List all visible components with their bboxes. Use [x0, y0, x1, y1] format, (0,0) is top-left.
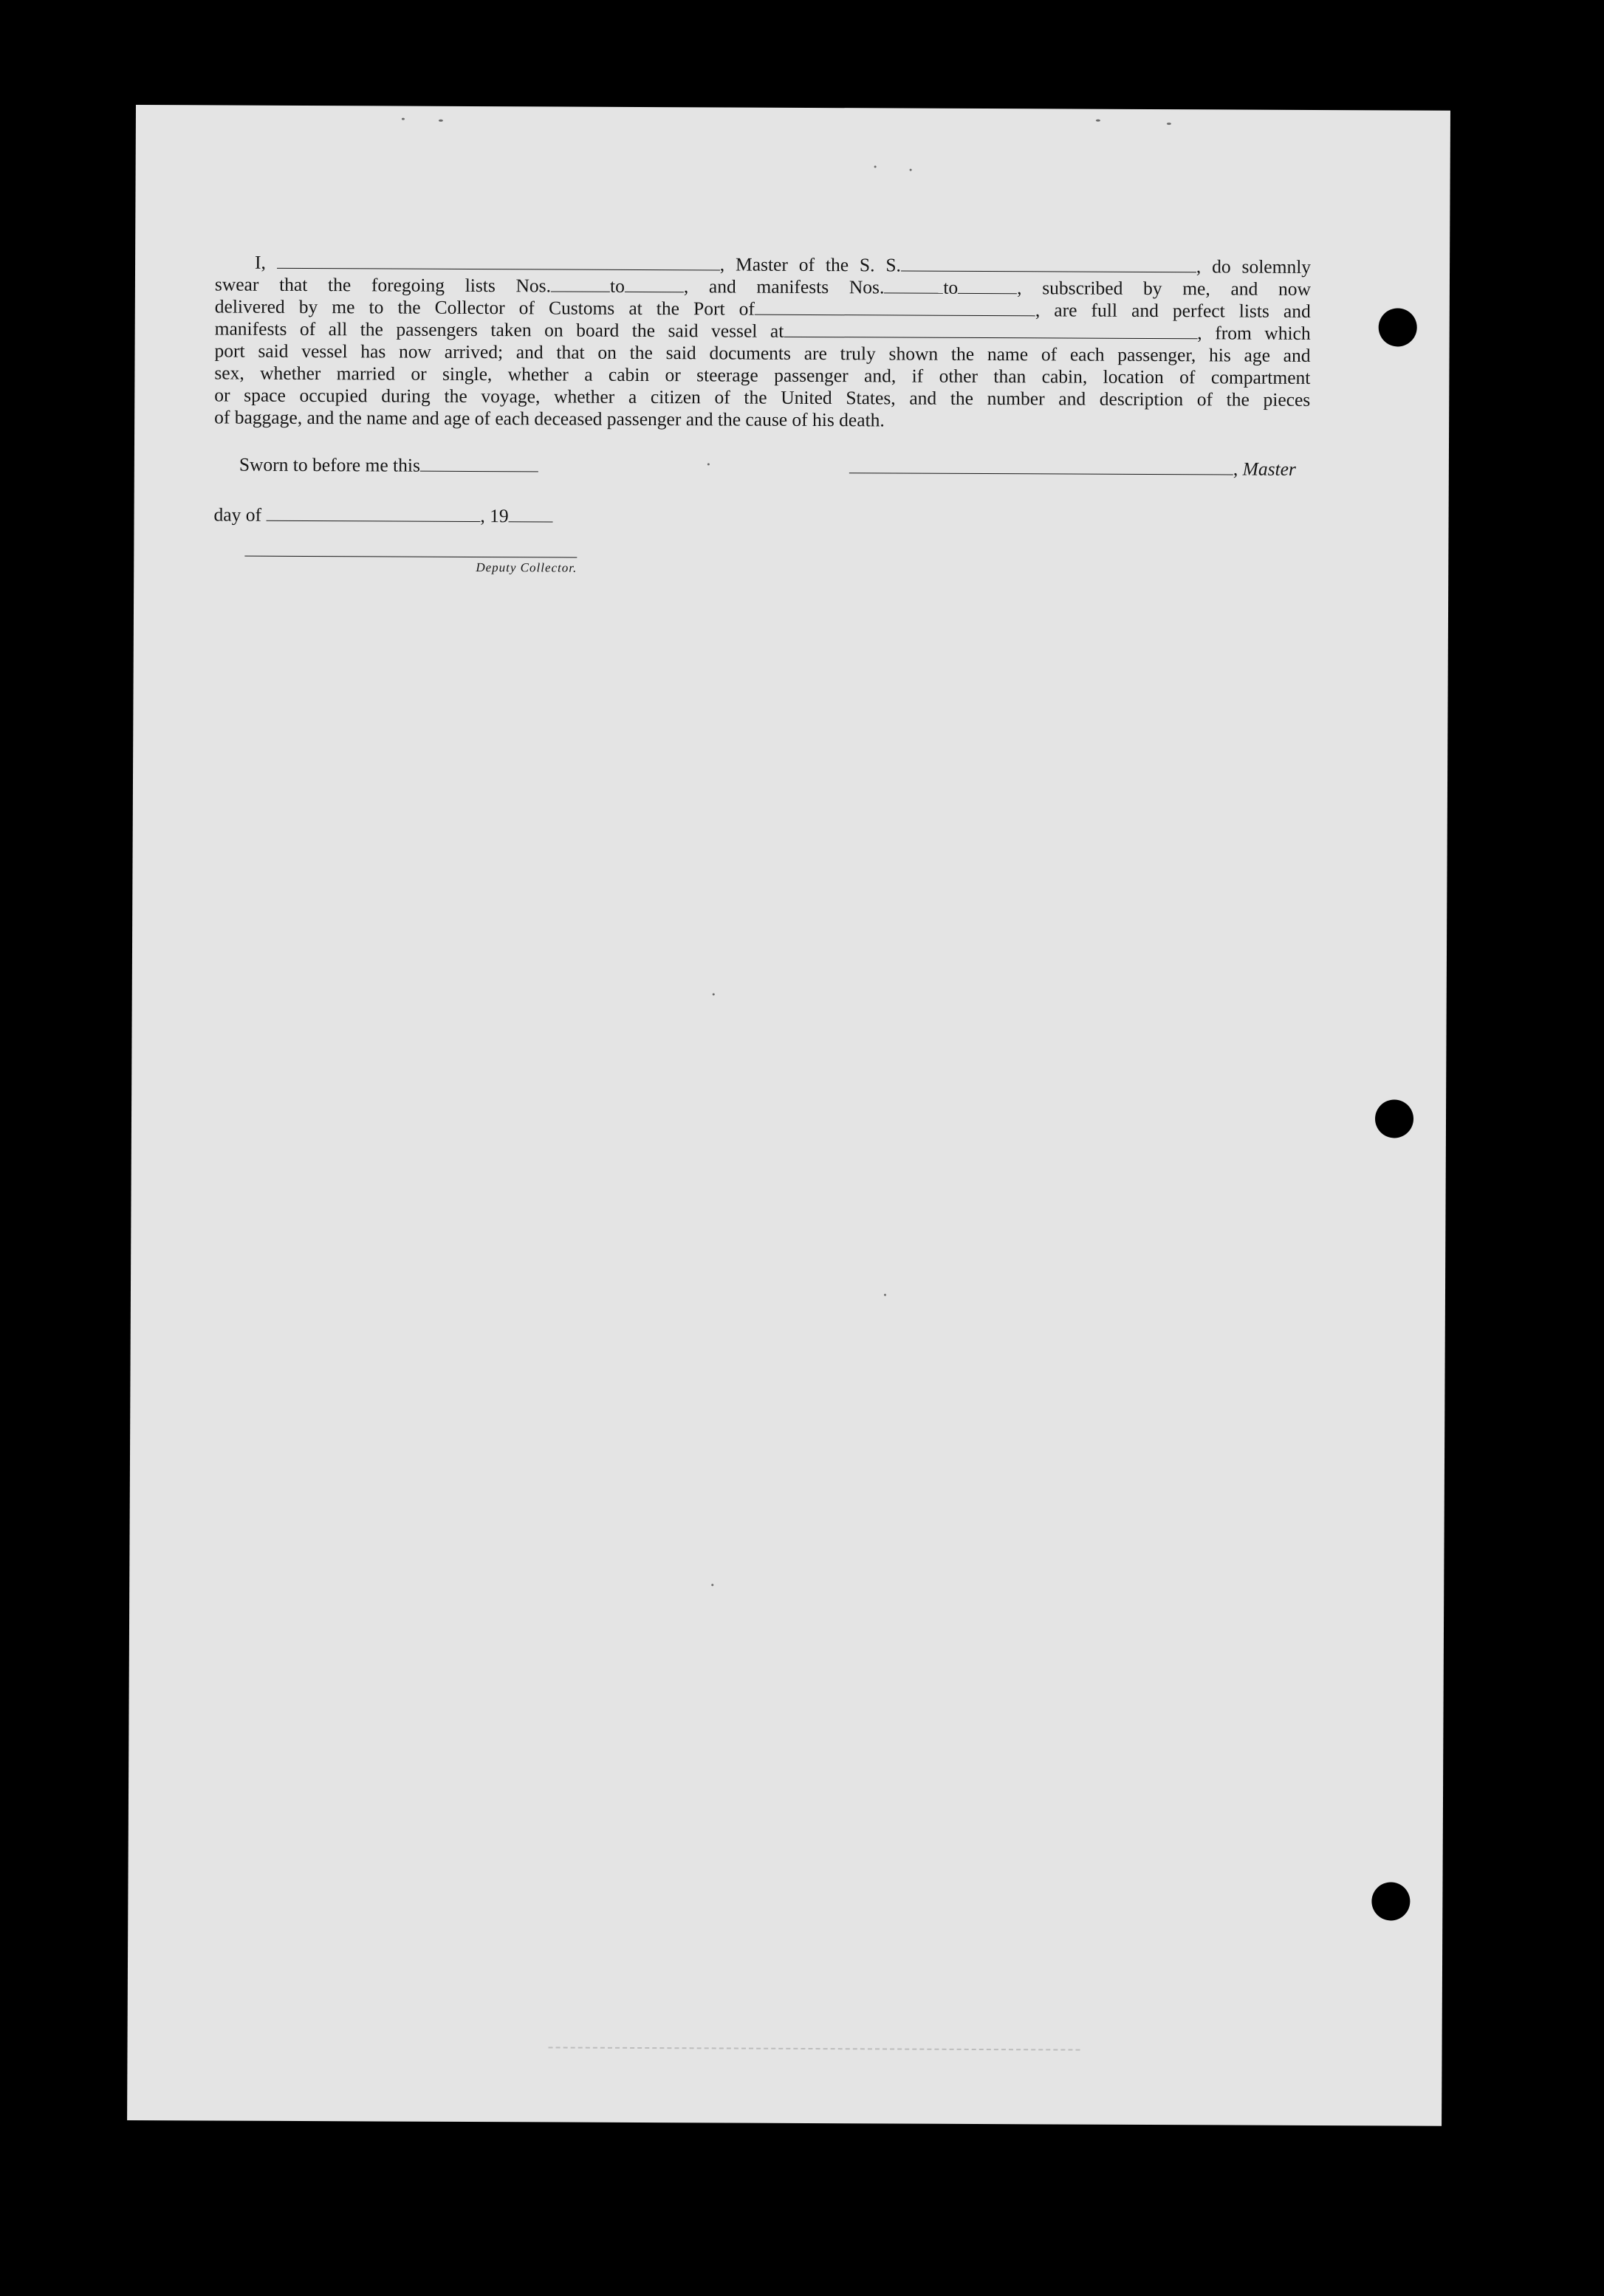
- paper-speck: [1096, 120, 1100, 122]
- oath-text: manifests of all the passengers taken on board the said vessel at: [214, 317, 784, 342]
- punch-hole-bottom: [1371, 1882, 1410, 1920]
- paper-speck: [711, 1584, 713, 1586]
- oath-text: to: [943, 276, 959, 298]
- sworn-text: Sworn to before me this: [239, 453, 420, 476]
- oath-text: , Master of the S. S.: [719, 253, 902, 276]
- paper-speck: [884, 1293, 886, 1296]
- port-field[interactable]: [755, 315, 1035, 317]
- paper-speck: [713, 993, 715, 995]
- deputy-collector-signature: [244, 556, 577, 576]
- master-signature-field[interactable]: [849, 472, 1233, 475]
- punch-hole-top: [1379, 308, 1417, 346]
- deputy-collector-label: Deputy Collector.: [476, 560, 577, 575]
- faint-dashed-line: [549, 2046, 1080, 2050]
- punch-hole-middle: [1375, 1099, 1413, 1138]
- oath-text: , subscribed by me, and now: [1017, 277, 1311, 300]
- oath-line-5: port said vessel has now arrived; and that on the said documents are truly shown the name of each passenger, his age and: [214, 340, 1311, 366]
- oath-text: I,: [255, 251, 267, 273]
- oath-paragraph: [214, 251, 1311, 433]
- master-label: Master: [1242, 458, 1296, 480]
- oath-text: to: [609, 275, 625, 297]
- paper-speck: [439, 120, 443, 122]
- oath-text: , do solemnly: [1196, 255, 1312, 278]
- lists-from-field[interactable]: [551, 291, 610, 292]
- document-page: [127, 105, 1450, 2126]
- master-signature-line: [849, 456, 1296, 481]
- sworn-day-field[interactable]: [420, 471, 538, 472]
- ship-name-field[interactable]: [901, 271, 1196, 273]
- paper-speck: [707, 463, 710, 465]
- oath-line-6: sex, whether married or single, whether a cabin or steerage passenger and, if other than cabin, location of compartment: [214, 362, 1311, 388]
- oath-line-7: or space occupied during the voyage, whether a citizen of the United States, and the number and description of the pieces: [214, 384, 1311, 410]
- oath-text: , from which: [1197, 322, 1311, 344]
- month-field[interactable]: [266, 520, 480, 522]
- oath-text: delivered by me to the Collector of Customs at the Port of: [214, 295, 755, 320]
- paper-speck: [402, 118, 405, 120]
- master-name-field[interactable]: [277, 268, 720, 271]
- departure-port-field[interactable]: [784, 337, 1197, 339]
- sworn-line: [239, 454, 538, 478]
- day-line: [214, 503, 553, 527]
- oath-text: swear that the foregoing lists Nos.: [214, 273, 552, 297]
- manifests-from-field[interactable]: [884, 292, 943, 293]
- oath-text: , and manifests Nos.: [683, 275, 885, 298]
- year-prefix-text: , 19: [480, 505, 509, 527]
- day-of-text: day of: [213, 503, 262, 526]
- paper-speck: [910, 169, 912, 171]
- oath-text: , are full and perfect lists and: [1035, 299, 1311, 322]
- manifests-to-field[interactable]: [958, 293, 1017, 294]
- year-field[interactable]: [509, 521, 553, 522]
- paper-speck: [874, 165, 877, 168]
- master-suffix: ,: [1233, 458, 1243, 480]
- paper-speck: [1167, 123, 1171, 125]
- oath-line-8: of baggage, and the name and age of each deceased passenger and the cause of his death.: [214, 406, 885, 431]
